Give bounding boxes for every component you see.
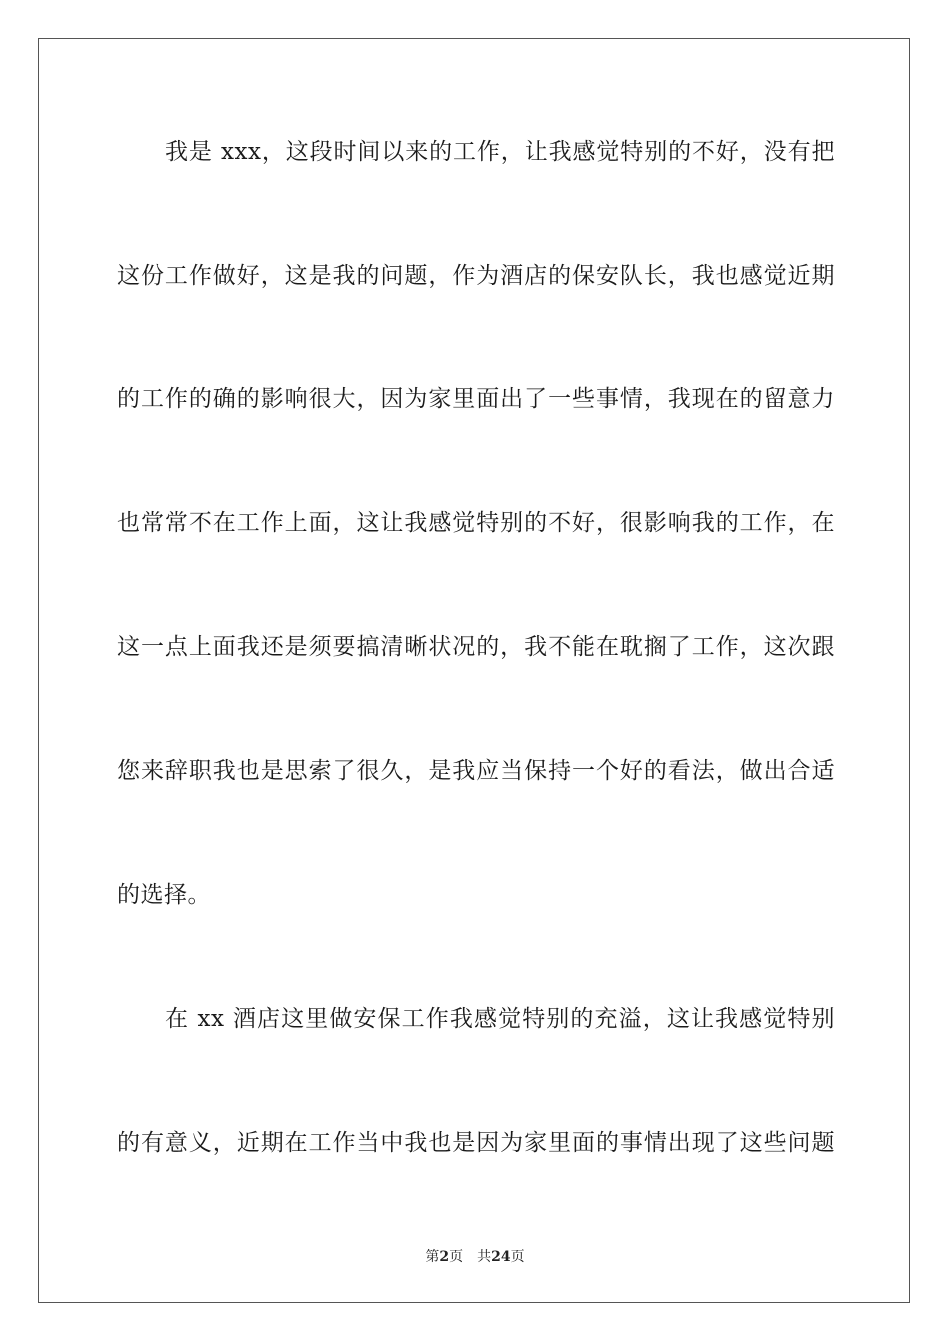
paragraph-1-line-2: 这份工作做好，这是我的问题，作为酒店的保安队长，我也感觉近期 (117, 263, 835, 289)
page-border (38, 38, 910, 1303)
paragraph-1-line-7: 的选择。 (117, 882, 211, 908)
page-number: 2 (439, 1249, 450, 1265)
paragraph-1-line-5: 这一点上面我还是须要搞清晰状况的，我不能在耽搁了工作，这次跟 (117, 634, 835, 660)
paragraph-1-line-1: 我是 xxx，这段时间以来的工作，让我感觉特别的不好，没有把 (165, 139, 835, 165)
paragraph-2-line-1: 在 xx 酒店这里做安保工作我感觉特别的充溢，这让我感觉特别 (165, 1006, 835, 1032)
page-footer (0, 1248, 950, 1266)
total-prefix: 共 (477, 1249, 492, 1265)
paragraph-1-line-6: 您来辞职我也是思索了很久，是我应当保持一个好的看法，做出合适 (117, 758, 835, 784)
page-prefix: 第 (425, 1249, 440, 1265)
total-suffix: 页 (510, 1249, 525, 1265)
paragraph-2-line-2: 的有意义，近期在工作当中我也是因为家里面的事情出现了这些问题 (117, 1130, 835, 1156)
page-suffix: 页 (449, 1249, 464, 1265)
paragraph-1-line-3: 的工作的确的影响很大，因为家里面出了一些事情，我现在的留意力 (117, 386, 835, 412)
total-pages: 24 (491, 1249, 511, 1265)
paragraph-1-line-4: 也常常不在工作上面，这让我感觉特别的不好，很影响我的工作，在 (117, 510, 835, 536)
